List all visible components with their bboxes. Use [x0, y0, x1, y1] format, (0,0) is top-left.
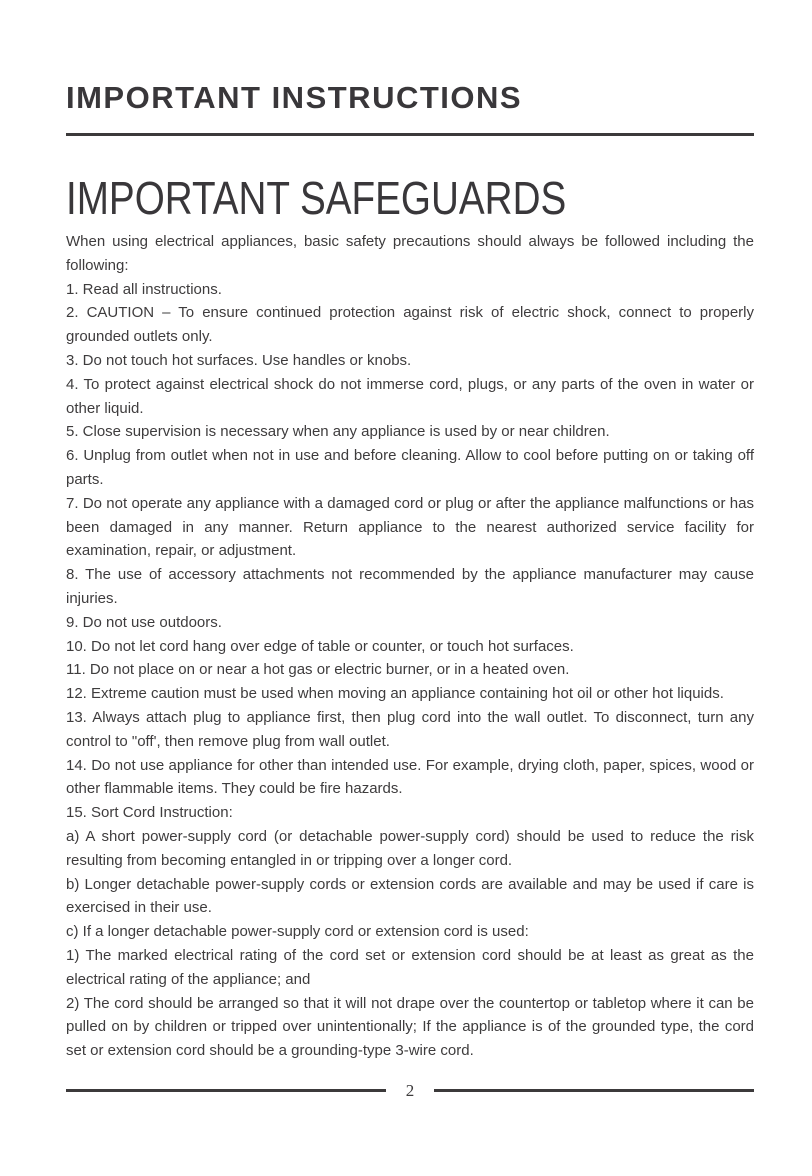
- intro-paragraph: When using electrical appliances, basic safety precautions should always be followed including the following:: [66, 233, 754, 274]
- title-rule: [66, 133, 754, 136]
- instruction-paragraph: 12. Extreme caution must be used when moving an appliance containing hot oil or other hot liquids.: [66, 685, 724, 703]
- instruction-paragraph: 14. Do not use appliance for other than intended use. For example, drying cloth, paper, spices, wood or other flammable items. They could be fire hazards.: [66, 756, 754, 798]
- instruction-list: [66, 278, 754, 1063]
- instruction-paragraph: b) Longer detachable power-supply cords or extension cords are available and may be used if care is exercised in their use.: [66, 875, 754, 917]
- page-title: IMPORTANT INSTRUCTIONS: [66, 80, 523, 115]
- footer-rule-right: [434, 1089, 754, 1092]
- instruction-paragraph: 5. Close supervision is necessary when any appliance is used by or near children.: [66, 423, 610, 441]
- instruction-paragraph: 2) The cord should be arranged so that it will not drape over the countertop or tabletop where it can be pulled on by children or tripped over unintentionally; If the appliance is of the grounded type, the cord set or extension cord should be a grounding-type 3-wire cord.: [66, 994, 754, 1060]
- instructions-body: [66, 230, 754, 1063]
- instruction-paragraph: 8. The use of accessory attachments not recommended by the appliance manufacturer may cause injuries.: [66, 566, 754, 607]
- instruction-paragraph: 2. CAUTION – To ensure continued protection against risk of electric shock, connect to properly grounded outlets only.: [66, 304, 754, 346]
- instruction-paragraph: 3. Do not touch hot surfaces. Use handles or knobs.: [66, 351, 412, 369]
- footer-rule-left: [66, 1089, 386, 1092]
- instruction-paragraph: 9. Do not use outdoors.: [66, 613, 222, 631]
- instruction-paragraph: 4. To protect against electrical shock do not immerse cord, plugs, or any parts of the oven in water or other liquid.: [66, 375, 754, 417]
- section-title: IMPORTANT SAFEGUARDS: [66, 172, 567, 224]
- instruction-paragraph: 1. Read all instructions.: [66, 280, 222, 298]
- instruction-paragraph: 6. Unplug from outlet when not in use and before cleaning. Allow to cool before putting on or taking off parts.: [66, 447, 754, 488]
- instruction-paragraph: 11. Do not place on or near a hot gas or electric burner, or in a heated oven.: [66, 661, 570, 679]
- page-content: [0, 82, 812, 1063]
- page-footer: [66, 1082, 754, 1099]
- instruction-paragraph: 10. Do not let cord hang over edge of table or counter, or touch hot surfaces.: [66, 637, 574, 655]
- instruction-paragraph: 7. Do not operate any appliance with a damaged cord or plug or after the appliance malfunctions or has been damaged in any manner. Return appliance to the nearest authorized service facility for examination, repair, or adjustment.: [66, 494, 754, 560]
- instruction-paragraph: 1) The marked electrical rating of the cord set or extension cord should be at least as great as the electrical rating of the appliance; and: [66, 946, 754, 988]
- page-number: 2: [405, 1081, 415, 1100]
- instruction-paragraph: 15. Sort Cord Instruction:: [66, 804, 233, 822]
- instruction-paragraph: c) If a longer detachable power-supply cord or extension cord is used:: [66, 923, 529, 941]
- instruction-paragraph: a) A short power-supply cord (or detachable power-supply cord) should be used to reduce the risk resulting from becoming entangled in or tripping over a longer cord.: [66, 827, 754, 869]
- instruction-paragraph: 13. Always attach plug to appliance first, then plug cord into the wall outlet. To disconnect, turn any control to "off', then remove plug from wall outlet.: [66, 708, 754, 750]
